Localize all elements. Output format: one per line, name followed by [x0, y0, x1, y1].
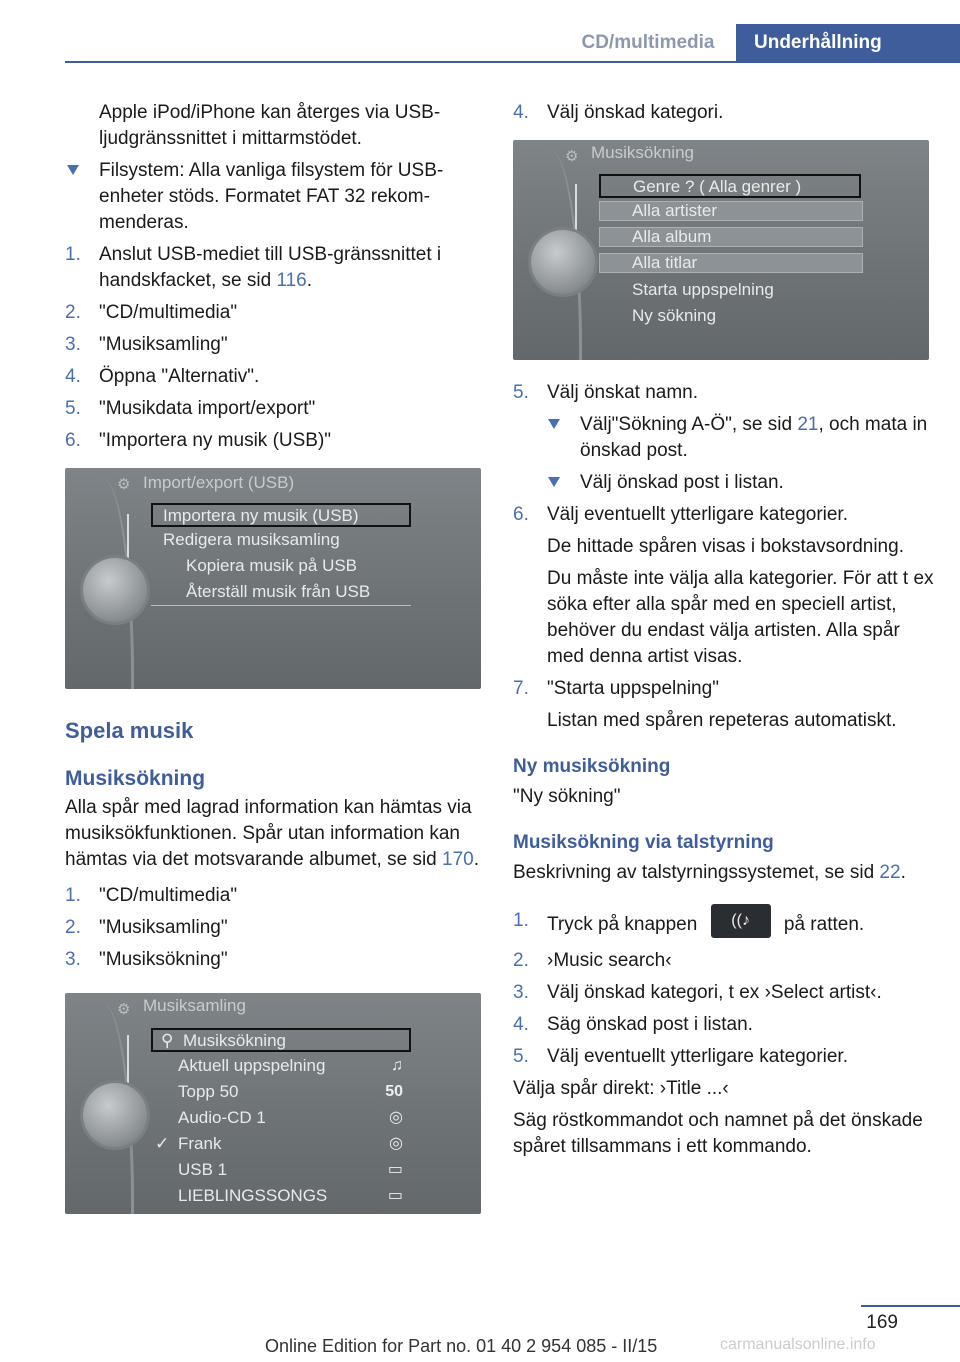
step-text: "Musiksamling": [99, 917, 228, 938]
checkmark-icon: ✓: [155, 1134, 170, 1153]
footer-rule: [861, 1305, 960, 1307]
bullet-text-end: , och mata in önskad post.: [580, 414, 928, 461]
top-50-badge: 50: [385, 1083, 403, 1100]
sub-bullet: [546, 412, 938, 464]
step-item: [65, 883, 485, 909]
controller-knob-icon: [83, 1083, 147, 1147]
step-text: "Musiksökning": [99, 949, 228, 970]
menu-item[interactable]: Ny sökning: [632, 306, 717, 325]
triangle-bullet-icon: [67, 165, 79, 175]
screen-title: Musiksamling: [143, 996, 246, 1015]
step-number: 3.: [65, 949, 81, 970]
step-text-end: .: [306, 270, 313, 291]
paragraph-ipod: Apple iPod/iPhone kan återges via USB-ljudgränssnittet i mittarmstödet.: [99, 102, 441, 149]
page-link-116[interactable]: 116: [276, 270, 307, 291]
paragraph-text-end: .: [473, 849, 480, 870]
step-text: Säg önskad post i listan.: [547, 1014, 753, 1035]
step-text: "Starta uppspelning": [547, 678, 719, 699]
triangle-bullet-icon: [548, 419, 560, 429]
step-text: "Importera ny musik (USB)": [99, 430, 332, 451]
paragraph-text-end: .: [900, 862, 906, 883]
step-item: [513, 948, 938, 974]
menu-item[interactable]: Alla titlar: [599, 253, 863, 273]
step-number: 1.: [65, 885, 81, 906]
sub-bullet: [546, 470, 938, 496]
step-number: 7.: [513, 678, 529, 699]
paragraph-text: Beskrivning av talstyrningssystemet, se sid: [513, 862, 880, 883]
watermark: carmanualsonline.info: [720, 1336, 876, 1353]
menu-item[interactable]: USB 1: [178, 1160, 228, 1179]
paragraph-text: Alla spår med lagrad information kan hämtas via musiksökfunktionen. Spår utan information kan hämtas via det motsvarande albumet, se sid: [65, 797, 472, 870]
footer-edition: Online Edition for Part no. 01 40 2 954 085 - II/15: [265, 1336, 658, 1356]
header-rule: [65, 61, 960, 63]
step-text-end: på ratten.: [783, 914, 865, 936]
menu-item[interactable]: [155, 1133, 221, 1155]
step-item: [65, 428, 485, 454]
step-number: 5.: [513, 382, 529, 403]
paragraph: De hittade spåren visas i bokstavsordning.: [547, 536, 904, 557]
voice-command-button-icon: ((♪: [711, 904, 771, 938]
paragraph: Du måste inte välja alla kategorier. För att t ex söka efter alla spår med en speciell artist, behöver du endast välja artisten. Alla spår med denna artist visas.: [547, 568, 934, 667]
now-playing-icon: ♫: [391, 1057, 403, 1074]
step-item: [513, 980, 938, 1006]
step-number: 4.: [513, 102, 529, 123]
step-text: Välj önskad kategori, t ex ›Select artist‹.: [547, 982, 882, 1003]
step-item: [65, 915, 485, 941]
step-number: 5.: [65, 398, 81, 419]
menu-item[interactable]: Alla album: [599, 227, 863, 247]
step-item: [65, 947, 485, 973]
step-number: 5.: [513, 1046, 529, 1067]
step-item: [65, 396, 485, 422]
step-item: [513, 380, 938, 406]
bullet-text: Filsystem: Alla vanliga filsystem för USB-enheter stöds. Formatet FAT 32 rekommenderas.: [99, 160, 444, 233]
step-number: 1.: [65, 244, 81, 265]
paragraph-direkt: Välja spår direkt: ›Title ...‹: [513, 1078, 729, 1099]
idrive-screen-import-export: [65, 468, 481, 689]
heading-musiksokning: Musiksökning: [65, 767, 206, 790]
step-text: Välj önskad kategori.: [547, 102, 724, 123]
header-tab-underhallning[interactable]: Underhållning: [736, 24, 960, 61]
menu-item-selected[interactable]: Genre ? ( Alla genrer ): [599, 174, 861, 198]
heading-ny-musiksokning: Ny musiksökning: [513, 756, 671, 777]
menu-item-label: Frank: [178, 1134, 222, 1153]
step-item: [65, 364, 485, 390]
step-text: Välj önskat namn.: [547, 382, 699, 403]
right-column: [513, 100, 938, 1166]
step-number: 6.: [65, 430, 81, 451]
step-item: [513, 676, 938, 702]
step-number: 4.: [513, 1014, 529, 1035]
step-text: Tryck på knappen: [547, 914, 698, 936]
step-number: 2.: [65, 302, 81, 323]
settings-icon: ⚙: [117, 476, 131, 493]
menu-item-selected[interactable]: Importera ny musik (USB): [151, 503, 411, 527]
left-column: [65, 100, 485, 1214]
idrive-screen-musiksokning: [513, 140, 929, 360]
menu-item-selected[interactable]: [151, 1028, 411, 1052]
paragraph: Listan med spåren repeteras automatiskt.: [547, 710, 897, 731]
step-text: "CD/multimedia": [99, 885, 238, 906]
heading-talstyrning: Musiksökning via talstyrning: [513, 832, 774, 853]
step-number: 4.: [65, 366, 81, 387]
step-number: 2.: [513, 950, 529, 971]
controller-knob-icon: [83, 558, 147, 622]
step-text: Öppna "Alternativ".: [99, 366, 260, 387]
triangle-bullet-icon: [548, 477, 560, 487]
header-tab-cd-multimedia[interactable]: CD/multimedia: [581, 32, 715, 53]
step-item: [513, 1044, 938, 1070]
step-number: 6.: [513, 504, 529, 525]
menu-item[interactable]: Återställ musik från USB: [186, 582, 371, 601]
menu-item[interactable]: Kopiera musik på USB: [186, 556, 358, 575]
heading-spela-musik: Spela musik: [65, 718, 194, 743]
step-text: "CD/multimedia": [99, 302, 238, 323]
menu-item[interactable]: Alla artister: [599, 201, 863, 221]
step-number: 1.: [513, 910, 529, 931]
step-item: [65, 300, 485, 326]
idrive-screen-musiksamling: [65, 993, 481, 1214]
paragraph-musiksokning: [65, 795, 485, 873]
paragraph-ny-sokning: "Ny sökning": [513, 786, 621, 807]
step-number: 2.: [65, 917, 81, 938]
step-item: [513, 908, 938, 942]
settings-icon: ⚙: [117, 1001, 131, 1018]
search-icon: ⚲: [161, 1031, 174, 1050]
step-text: "Musikdata import/export": [99, 398, 316, 419]
bullet-text: Välj"Sökning A-Ö", se sid: [580, 414, 798, 435]
page-link-21[interactable]: 21: [797, 414, 819, 435]
step-text: ›Music search‹: [547, 950, 672, 971]
paragraph-talstyrning: [513, 860, 938, 886]
cd-icon: ◎: [389, 1135, 403, 1152]
step-text: "Musiksamling": [99, 334, 228, 355]
bullet-filsystem: [65, 158, 485, 236]
step-text: Anslut USB-mediet till USB-gränssnittet i handskfacket, se sid: [99, 244, 442, 291]
menu-item[interactable]: Redigera musiksamling: [163, 530, 340, 549]
step-text: Välj eventuellt ytterligare kategorier.: [547, 504, 848, 525]
folder-icon: ▭: [387, 1187, 403, 1204]
step-item: [65, 332, 485, 358]
folder-icon: ▭: [387, 1161, 403, 1178]
step-item: [513, 1012, 938, 1038]
step-number: 3.: [65, 334, 81, 355]
menu-item-label: Musiksökning: [183, 1031, 286, 1050]
step-text: Välj eventuellt ytterligare kategorier.: [547, 1046, 848, 1067]
page-number: 169: [866, 1312, 898, 1333]
screen-title: Musiksökning: [591, 143, 694, 162]
step-item: [65, 242, 485, 294]
controller-knob-icon: [531, 230, 595, 294]
bullet-text: Välj önskad post i listan.: [580, 472, 784, 493]
step-item: [513, 100, 938, 126]
settings-icon: ⚙: [565, 148, 579, 165]
menu-divider: [151, 605, 411, 606]
step-number: 3.: [513, 982, 529, 1003]
page-link-22[interactable]: 22: [879, 862, 901, 883]
menu-item[interactable]: LIEBLINGSSONGS: [178, 1186, 328, 1205]
screen-title: Import/export (USB): [143, 473, 295, 492]
menu-item[interactable]: Starta uppspelning: [632, 280, 774, 299]
cd-icon: ◎: [389, 1109, 403, 1126]
menu-item[interactable]: Topp 50: [178, 1082, 239, 1101]
step-item: [513, 502, 938, 528]
paragraph-rostkommando: Säg röstkommandot och namnet på det önskade spåret tillsammans i ett kommando.: [513, 1110, 923, 1157]
menu-item[interactable]: Aktuell uppspelning: [178, 1056, 326, 1075]
page-link-170[interactable]: 170: [442, 849, 474, 870]
menu-item[interactable]: Audio-CD 1: [178, 1108, 266, 1127]
